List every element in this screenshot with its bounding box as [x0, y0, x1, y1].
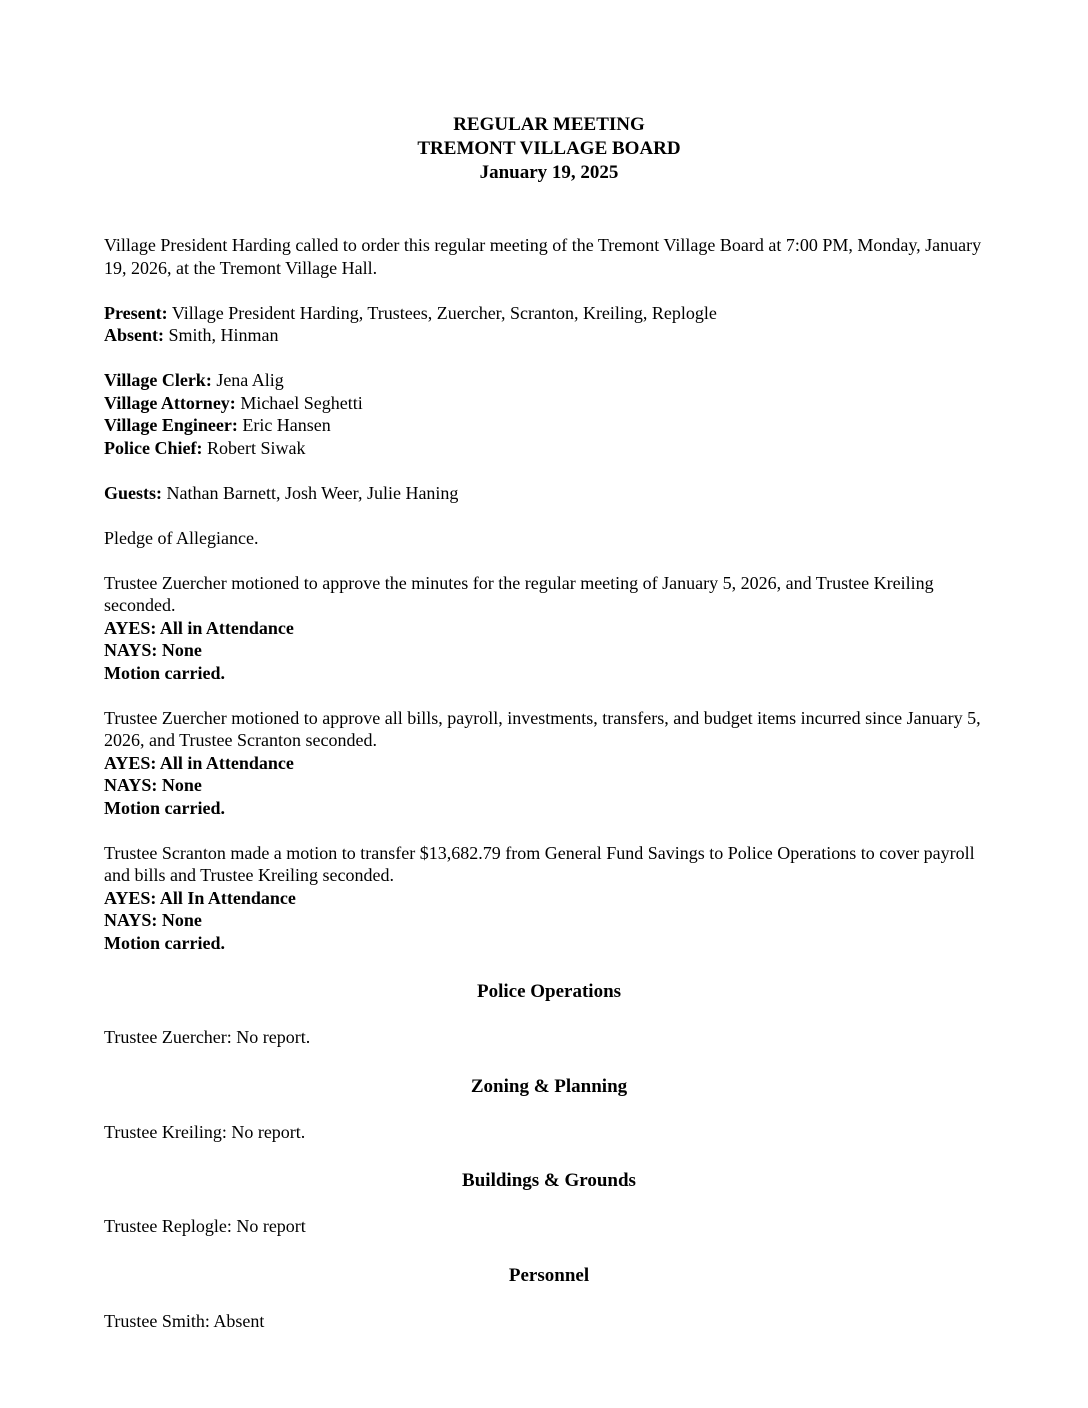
section-report: Trustee Smith: Absent [104, 1310, 265, 1331]
pledge: Pledge of Allegiance. [104, 527, 259, 548]
official-label: Police Chief: [104, 437, 203, 458]
motion-nays: NAYS: None [104, 640, 202, 660]
official-label: Village Clerk: [104, 370, 212, 390]
motion-text: Trustee Zuercher motioned to approve the minutes for the regular meeting of January 5, 2026, and Trustee Kreiling seconded. [104, 572, 934, 615]
motion-nays: NAYS: None [104, 775, 202, 795]
guests-label: Guests: [104, 482, 162, 503]
guests-list: Nathan Barnett, Josh Weer, Julie Haning [162, 482, 459, 503]
motion-ayes: AYES: All in Attendance [104, 617, 294, 638]
official-name: Michael Seghetti [235, 392, 363, 413]
title-date: January 19, 2025 [479, 162, 619, 183]
guests [104, 482, 994, 505]
present-list: Village President Harding, Trustees, Zuercher, Scranton, Kreiling, Replogle [167, 302, 717, 323]
motion-text: Trustee Zuercher motioned to approve all bills, payroll, investments, transfers, and budget items incurred since January 5, 2026, and Trustee Scranton seconded. [104, 707, 981, 750]
section-report: Trustee Kreiling: No report. [104, 1121, 306, 1142]
motion-result: Motion carried. [104, 932, 225, 953]
section-report: Trustee Zuercher: No report. [104, 1027, 311, 1047]
section-heading: Zoning & Planning [470, 1075, 628, 1097]
motion [104, 842, 994, 955]
attendance [104, 302, 994, 347]
motion-result: Motion carried. [104, 797, 225, 818]
section-heading: Buildings & Grounds [462, 1170, 636, 1191]
motion [104, 707, 994, 820]
title-board-name: TREMONT VILLAGE BOARD [417, 138, 681, 159]
motion-ayes: AYES: All in Attendance [104, 752, 294, 773]
motion-nays: NAYS: None [104, 910, 202, 930]
motion [104, 572, 994, 685]
motion-ayes: AYES: All In Attendance [104, 887, 296, 908]
document-page [104, 113, 994, 1332]
official-label: Village Engineer: [104, 415, 238, 435]
absent-label: Absent: [104, 325, 165, 345]
official-label: Village Attorney: [104, 392, 236, 413]
absent-list: Smith, Hinman [164, 325, 279, 345]
officials [104, 369, 994, 459]
title-meeting-type: REGULAR MEETING [453, 114, 645, 135]
section-heading: Police Operations [476, 981, 622, 1002]
intro-paragraph: Village President Harding called to order this regular meeting of the Tremont Village Board at 7:00 PM, Monday, January 19, 2026, at the Tremont Village Hall. [104, 235, 982, 278]
motion-text: Trustee Scranton made a motion to transfer $13,682.79 from General Fund Savings to Police Operations to cover payroll and bills and Trustee Kreiling seconded. [104, 842, 975, 885]
section-report: Trustee Replogle: No report [104, 1216, 306, 1236]
official-name: Robert Siwak [202, 437, 306, 458]
present-label: Present: [104, 302, 168, 323]
motion-result: Motion carried. [104, 662, 225, 683]
document-title [104, 113, 994, 185]
section-heading: Personnel [508, 1264, 590, 1286]
official-name: Jena Alig [211, 370, 284, 390]
official-name: Eric Hansen [237, 415, 331, 435]
